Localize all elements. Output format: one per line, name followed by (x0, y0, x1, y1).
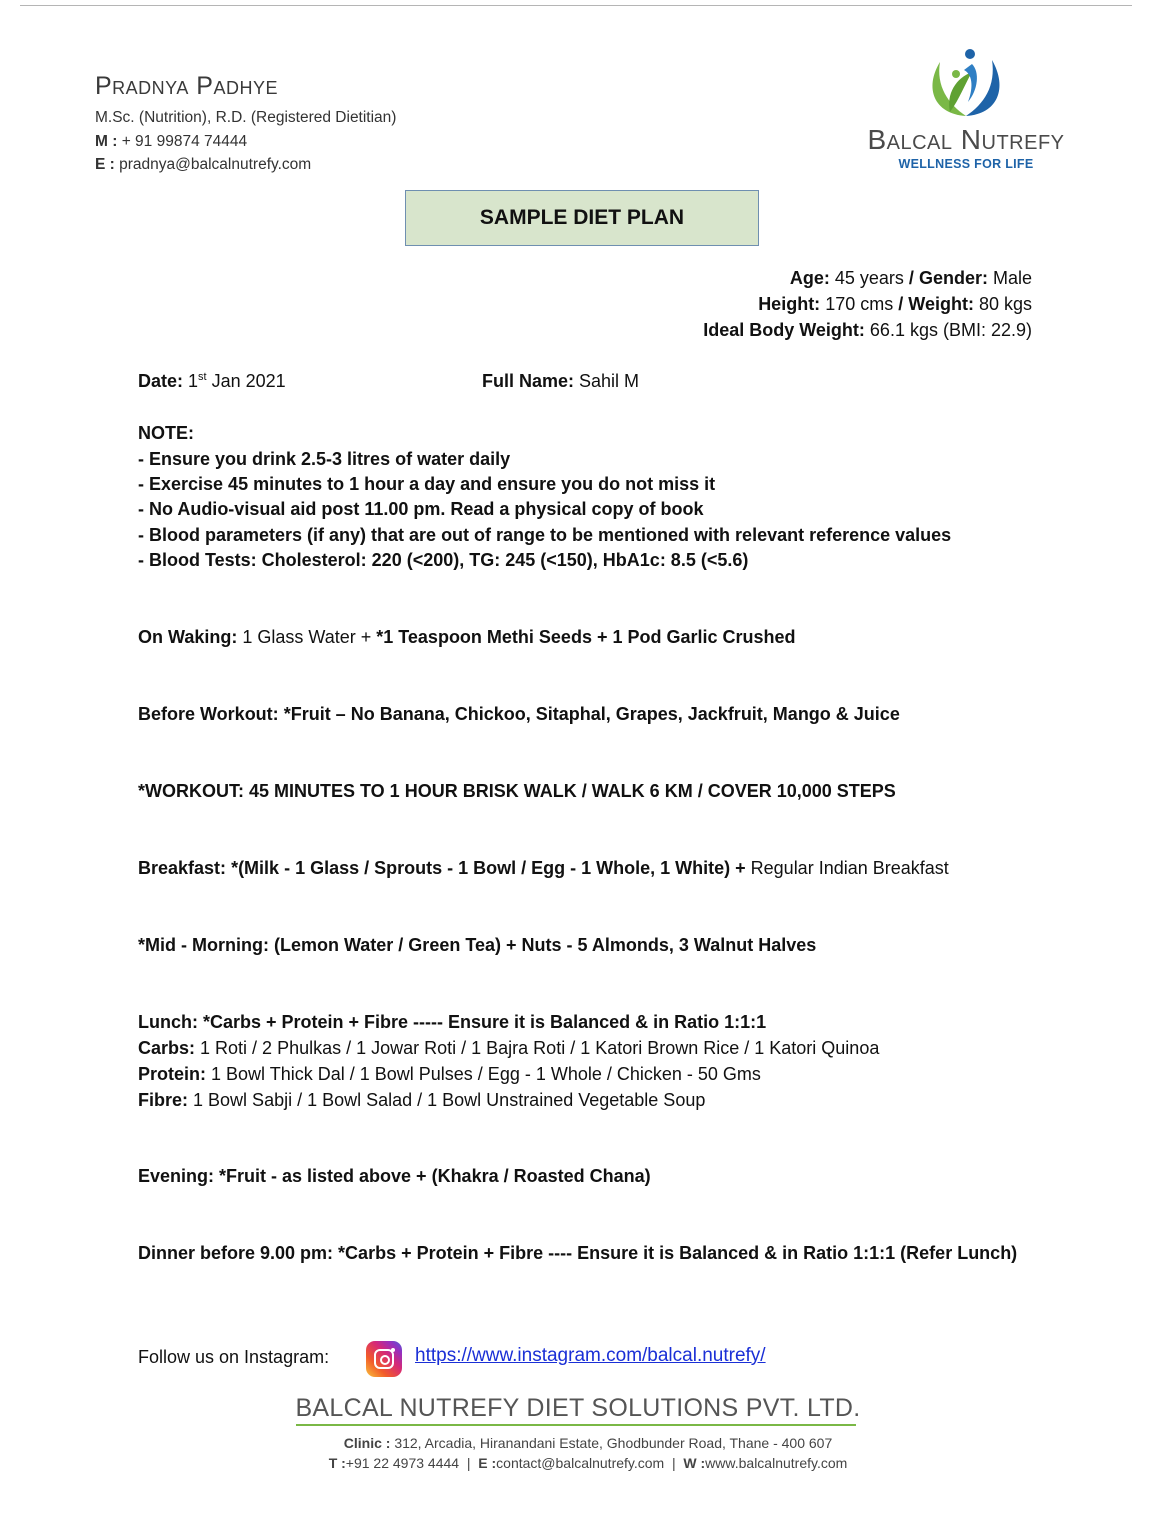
balcal-nutrefy-logo-icon (920, 42, 1012, 120)
note-heading (138, 423, 194, 444)
lunch-carbs-line (138, 1038, 879, 1059)
tel-label: T : (328, 1455, 346, 1471)
note-item-text: - Blood Tests: Cholesterol: 220 (<200), TG: 245 (<150), HbA1c: 8.5 (<5.6) (138, 550, 749, 570)
waking-label: On Waking: (138, 627, 238, 647)
clinic-label: Clinic : (343, 1435, 391, 1451)
dietitian-name: Pradnya Padhye (95, 72, 278, 100)
note-item (138, 474, 715, 495)
lunch-heading (138, 1012, 766, 1033)
weight-value: 80 kgs (978, 294, 1032, 314)
top-divider (20, 5, 1132, 6)
dietitian-qualification: M.Sc. (Nutrition), R.D. (Registered Dietitian) (95, 109, 397, 126)
carbs-label: Carbs: (138, 1038, 196, 1058)
workout-line (138, 781, 896, 802)
company-underline (296, 1424, 856, 1426)
email-value: pradnya@balcalnutrefy.com (119, 156, 312, 173)
note-item-text: - Blood parameters (if any) that are out of range to be mentioned with relevant reference values (138, 525, 952, 545)
date-month-year: Jan 2021 (211, 371, 286, 391)
height-label: Height: (758, 294, 821, 314)
logo-head-1 (965, 49, 975, 59)
instagram-icon-dot (391, 1348, 395, 1352)
on-waking-line (138, 627, 796, 648)
breakfast-label: Breakfast: (138, 858, 227, 878)
note-item (138, 525, 951, 546)
instagram-icon[interactable] (366, 1341, 402, 1377)
slash-separator: / (908, 268, 914, 288)
gender-value: Male (992, 268, 1032, 288)
follow-instagram-text: Follow us on Instagram: (138, 1347, 330, 1367)
fibre-value: 1 Bowl Sabji / 1 Bowl Salad / 1 Bowl Unstrained Vegetable Soup (193, 1090, 706, 1110)
tel-value: +91 22 4973 4444 (345, 1455, 460, 1471)
fullname-label: Full Name: (482, 371, 575, 391)
weight-label: Weight: (908, 294, 974, 314)
height-weight-line (758, 294, 1032, 315)
logo-leaf-inner (949, 72, 972, 112)
note-item (138, 499, 703, 520)
date-line (138, 371, 286, 392)
waking-plain: 1 Glass Water + (242, 627, 372, 647)
note-item-text: - No Audio-visual aid post 11.00 pm. Read a physical copy of book (138, 499, 704, 519)
mobile-value: + 91 99874 74444 (121, 133, 248, 150)
date-suffix: st (198, 371, 207, 383)
age-value: 45 years (834, 268, 904, 288)
mobile-label: M : (95, 133, 118, 150)
instagram-link[interactable]: https://www.instagram.com/balcal.nutrefy/ (415, 1345, 766, 1366)
date-day: 1 (188, 371, 199, 391)
before-workout-line (138, 704, 900, 725)
protein-label: Protein: (138, 1064, 207, 1084)
mid-morning-text: *Mid - Morning: (Lemon Water / Green Tea) + Nuts - 5 Almonds, 3 Walnut Halves (138, 935, 817, 955)
breakfast-plain: Regular Indian Breakfast (750, 858, 949, 878)
instagram-icon-lens (380, 1355, 390, 1365)
fibre-label: Fibre: (138, 1090, 189, 1110)
company-name: BALCAL NUTREFY DIET SOLUTIONS PVT. LTD. (295, 1394, 861, 1422)
age-gender-line (790, 268, 1032, 289)
slash-separator: / (898, 294, 904, 314)
lunch-heading-text: Lunch: *Carbs + Protein + Fibre ----- Ensure it is Balanced & in Ratio 1:1:1 (138, 1012, 767, 1032)
breakfast-line (138, 858, 949, 879)
web-value: www.balcalnutrefy.com (705, 1455, 848, 1471)
ideal-weight-line (703, 320, 1032, 341)
waking-bold: *1 Teaspoon Methi Seeds + 1 Pod Garlic Crushed (376, 627, 796, 647)
document-title: SAMPLE DIET PLAN (405, 190, 759, 246)
dietitian-email (95, 156, 311, 174)
separator: | (466, 1455, 471, 1471)
evening-text: Evening: *Fruit - as listed above + (Khakra / Roasted Chana) (138, 1166, 651, 1186)
lunch-protein-line (138, 1064, 761, 1085)
email-label: E : (95, 156, 115, 173)
date-label: Date: (138, 371, 184, 391)
dinner-line (138, 1243, 1017, 1264)
separator: | (671, 1455, 676, 1471)
full-name-line (482, 371, 639, 392)
contact-line (0, 1455, 1170, 1471)
protein-value: 1 Bowl Thick Dal / 1 Bowl Pulses / Egg - 1 Whole / Chicken - 50 Gms (211, 1064, 761, 1084)
note-item (138, 550, 748, 571)
ibw-label: Ideal Body Weight: (703, 320, 865, 340)
dietitian-mobile (95, 133, 247, 151)
logo-head-2 (952, 70, 960, 78)
mid-morning-line (138, 935, 816, 956)
brand-tagline: WELLNESS FOR LIFE (898, 157, 1034, 171)
ibw-value: 66.1 kgs (BMI: 22.9) (869, 320, 1032, 340)
clinic-address-value: 312, Arcadia, Hiranandani Estate, Ghodbunder Road, Thane - 400 607 (394, 1435, 833, 1451)
height-value: 170 cms (825, 294, 894, 314)
note-heading-text: NOTE: (138, 423, 194, 443)
dinner-text: Dinner before 9.00 pm: *Carbs + Protein + Fibre ---- Ensure it is Balanced & in Ratio 1:1:1 (Refer Lunch) (138, 1243, 1018, 1263)
workout-text: *WORKOUT: 45 MINUTES TO 1 HOUR BRISK WALK / WALK 6 KM / COVER 10,000 STEPS (138, 781, 896, 801)
web-label: W : (683, 1455, 706, 1471)
before-workout-text: *Fruit – No Banana, Chickoo, Sitaphal, Grapes, Jackfruit, Mango & Juice (283, 704, 900, 724)
before-workout-label: Before Workout: (138, 704, 279, 724)
footer-email-label: E : (478, 1455, 497, 1471)
footer-email-value: contact@balcalnutrefy.com (496, 1455, 665, 1471)
fullname-value: Sahil M (579, 371, 640, 391)
brand-name: Balcal Nutrefy (867, 124, 1065, 155)
age-label: Age: (789, 268, 830, 288)
note-item-text: - Exercise 45 minutes to 1 hour a day and ensure you do not miss it (138, 474, 716, 494)
gender-label: Gender: (918, 268, 988, 288)
clinic-address (0, 1435, 1170, 1451)
breakfast-bold: *(Milk - 1 Glass / Sprouts - 1 Bowl / Egg - 1 Whole, 1 White) + (231, 858, 746, 878)
note-item-text: - Ensure you drink 2.5-3 litres of water daily (138, 449, 511, 469)
note-item (138, 449, 510, 470)
lunch-fibre-line (138, 1090, 705, 1111)
evening-line (138, 1166, 651, 1187)
carbs-value: 1 Roti / 2 Phulkas / 1 Jowar Roti / 1 Bajra Roti / 1 Katori Brown Rice / 1 Katori Quinoa (200, 1038, 880, 1058)
